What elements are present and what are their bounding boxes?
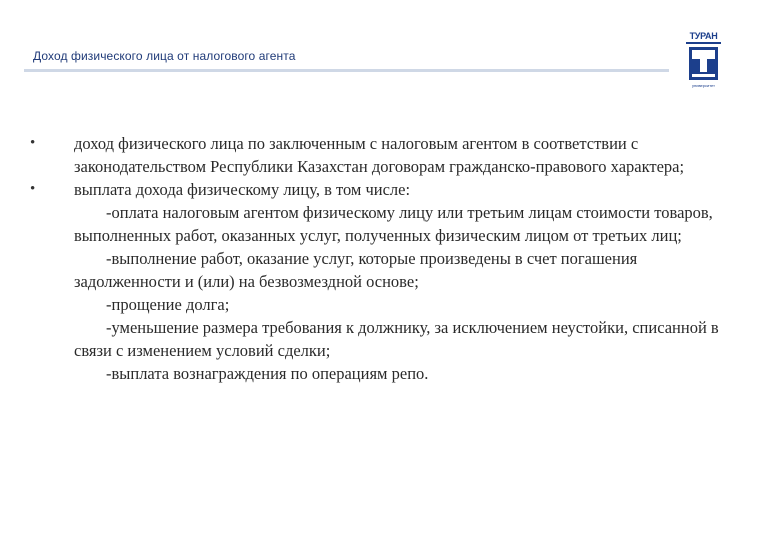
logo-subtext: университет [692,83,715,88]
sub-item: -выполнение работ, оказание услуг, которые произведены в счет погашения задолженности и (или) на безвозмездной основе; [74,249,638,291]
turan-logo [686,31,721,91]
sub-item: -уменьшение размера требования к должнику, за исключением неустойки, списанной в связи с изменением условий сделки; [74,318,719,360]
bullet-item [30,132,730,178]
logo-emblem-icon [689,47,718,80]
bullet-text: доход физического лица по заключенным с налоговым агентом в соответствии с законодательством Республики Казахстан договорам гражданско-правового характера; [74,134,685,176]
bullet-list [30,132,730,385]
bullet-marker: • [30,135,36,151]
sub-item: -выплата вознаграждения по операциям репо. [106,364,429,383]
sub-item: -оплата налоговым агентом физическому лицу или третьим лицам стоимости товаров, выполненных работ, оказанных услуг, полученных физическим лицом от третьих лиц; [74,203,713,245]
bullet-text: выплата дохода физическому лицу, в том числе: [74,180,411,199]
slide-title: Доход физического лица от налогового агента [33,49,296,63]
sub-item: -прощение долга; [106,295,230,314]
bullet-item [30,178,730,385]
logo-wordmark: ТУРАН [686,31,721,44]
slide-header [0,0,780,90]
bullet-marker: • [30,181,36,197]
title-underline [24,69,669,72]
